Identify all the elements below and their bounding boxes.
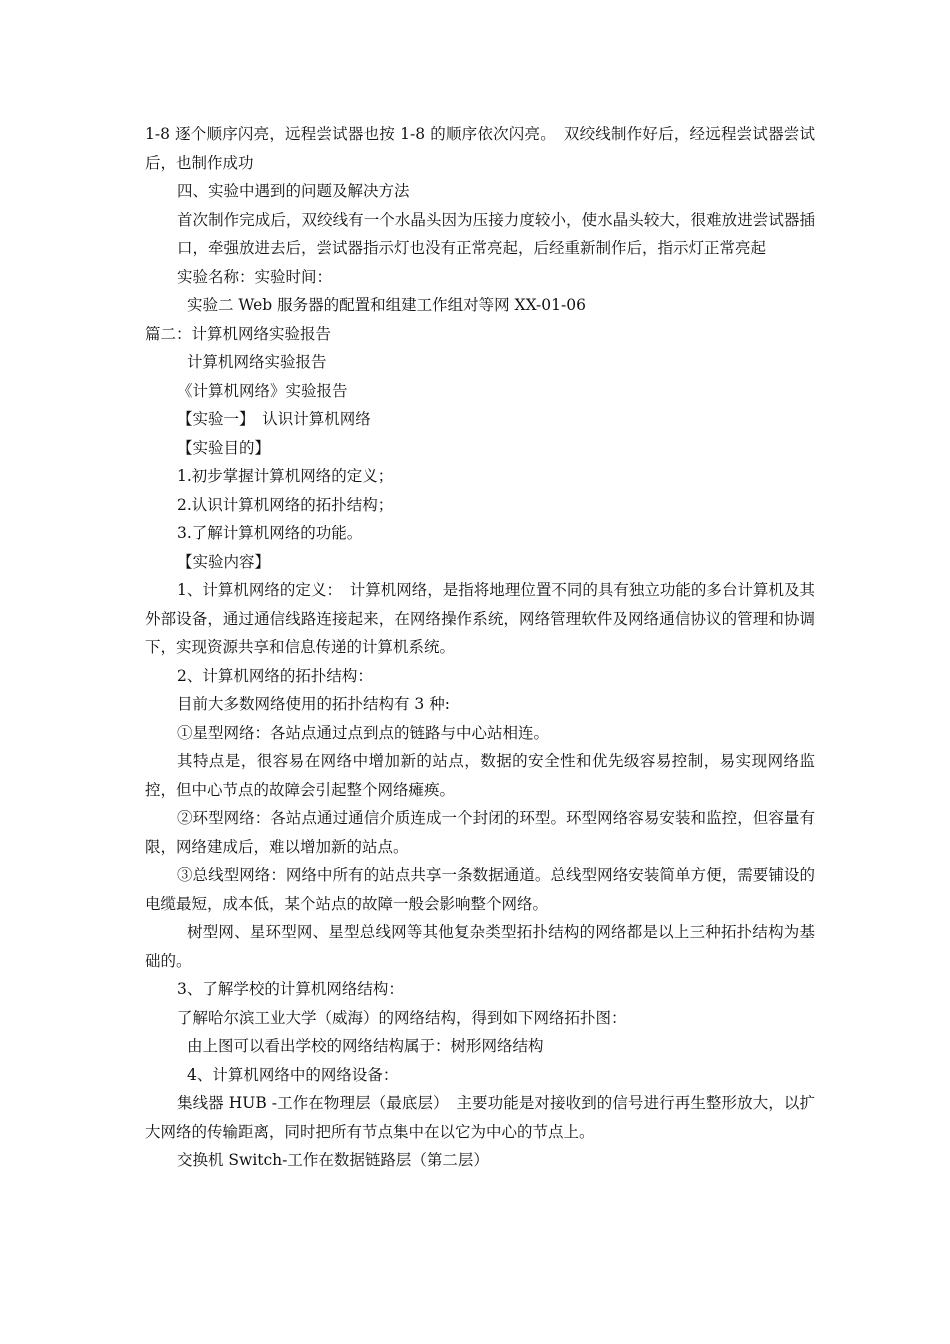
document-page — [145, 120, 815, 1175]
experiment-two-title: 实验二 Web 服务器的配置和组建工作组对等网 XX-01-06 — [187, 296, 586, 314]
report-title: 计算机网络实验报告 — [187, 353, 327, 371]
switch-description: 交换机 Switch-工作在数据链路层（第二层） — [177, 1151, 489, 1169]
heading-problems-solutions: 四、实验中遇到的问题及解决方法 — [177, 182, 410, 200]
objective-item-2: 2.认识计算机网络的拓扑结构； — [177, 495, 394, 514]
ring-network: ②环型网络：各站点通过通信介质连成一个封闭的环型。环型网络容易安装和监控，但容量有限，网络建成后，难以增加新的站点。 — [145, 809, 815, 856]
content-heading: 【实验内容】 — [177, 552, 271, 571]
objective-item-1: 1.初步掌握计算机网络的定义； — [177, 467, 394, 485]
objective-heading: 【实验目的】 — [177, 438, 271, 457]
paragraph-test-result: 1-8 逐个顺序闪亮，远程尝试器也按 1-8 的顺序依次闪亮。 双绞线制作好后，经远程尝试器尝试后，也制作成功 — [145, 125, 815, 172]
paragraph-problems: 首次制作完成后，双绞线有一个水晶头因为压接力度较小，使水晶头较大，很难放进尝试器插口，牵强放进去后，尝试器指示灯也没有正常亮起，后经重新制作后，指示灯正常亮起 — [177, 210, 815, 257]
school-network-heading: 3、了解学校的计算机网络结构： — [177, 980, 404, 998]
bus-network: ③总线型网络：网络中所有的站点共享一条数据通道。总线型网络安装简单方便，需要铺设的电缆最短，成本低，某个站点的故障一般会影响整个网络。 — [145, 866, 815, 913]
tree-network: 树型网、星环型网、星型总线网等其他复杂类型拓扑结构的网络都是以上三种拓扑结构为基础的。 — [145, 923, 815, 970]
star-network: ①星型网络：各站点通过点到点的链路与中心站相连。 — [177, 723, 550, 742]
star-network-features: 其特点是，很容易在网络中增加新的站点，数据的安全性和优先级容易控制，易实现网络监控，但中心节点的故障会引起整个网络瘫痪。 — [145, 752, 815, 799]
report-subtitle: 《计算机网络》实验报告 — [177, 381, 348, 400]
topology-intro: 目前大多数网络使用的拓扑结构有 3 种: — [177, 695, 450, 713]
objective-item-3: 3.了解计算机网络的功能。 — [177, 524, 363, 542]
network-devices-heading: 4、计算机网络中的网络设备： — [187, 1065, 399, 1084]
experiment-name-time: 实验名称：实验时间： — [177, 267, 333, 286]
section-two-heading: 篇二：计算机网络实验报告 — [145, 324, 332, 343]
topology-heading: 2、计算机网络的拓扑结构： — [177, 666, 373, 685]
experiment-one-heading: 【实验一】 认识计算机网络 — [177, 410, 371, 428]
hub-description: 集线器 HUB -工作在物理层（最底层） 主要功能是对接收到的信号进行再生整形放大，以扩大网络的传输距离，同时把所有节点集中在以它为中心的节点上。 — [145, 1094, 815, 1141]
school-network-result: 由上图可以看出学校的网络结构属于：树形网络结构 — [187, 1037, 544, 1055]
school-network-intro: 了解哈尔滨工业大学（威海）的网络结构，得到如下网络拓扑图： — [177, 1008, 627, 1027]
paragraph-network-definition: 1、计算机网络的定义： 计算机网络，是指将地理位置不同的具有独立功能的多台计算机及其外部设备，通过通信线路连接起来，在网络操作系统，网络管理软件及网络通信协议的管理和协调下，实现资源共享和信息传递的计算机系统。 — [145, 581, 815, 656]
